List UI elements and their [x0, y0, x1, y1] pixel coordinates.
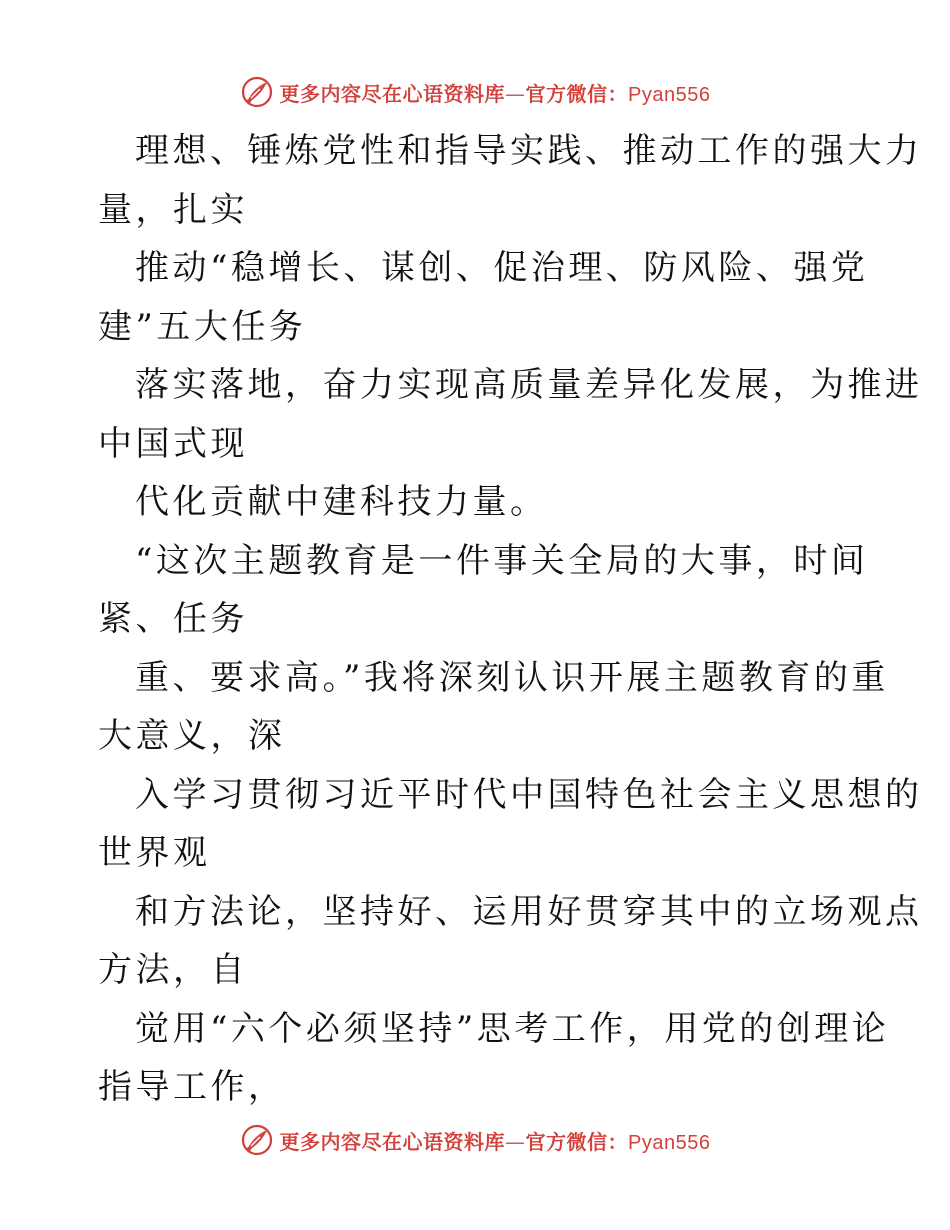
banner-text — [280, 78, 711, 107]
banner-text — [280, 1126, 711, 1155]
footer-banner — [0, 1120, 950, 1160]
text-line: 中国式现 — [98, 423, 248, 464]
text-line: 世界观 — [98, 833, 211, 873]
banner-wechat-id: Pyan556 — [628, 83, 711, 106]
pen-nib-icon — [240, 1123, 274, 1157]
text-line: 量，扎实 — [98, 189, 248, 230]
text-line: 入学习贯彻习近平时代中国特色社会主义思想的 — [135, 774, 923, 815]
text-line: 觉用“六个必须坚持”思考工作，用党的创理论 — [135, 1008, 890, 1049]
banner-main-text: 更多内容尽在心语资料库 — [279, 81, 506, 106]
banner-separator: — — [505, 1129, 526, 1154]
text-line: 指导工作， — [98, 1067, 286, 1107]
banner-wechat-id: Pyan556 — [628, 1131, 711, 1154]
text-line: 推动“稳增长、谋创、促治理、防风险、强党 — [135, 248, 869, 288]
banner-suffix: 官方微信： — [525, 81, 629, 106]
text-line: “这次主题教育是一件事关全局的大事，时间 — [135, 540, 869, 581]
text-line: 大意义，深 — [98, 716, 286, 756]
text-line: 和方法论，坚持好、运用好贯穿其中的立场观点 — [135, 891, 923, 932]
text-line: 代化贡献中建科技力量。 — [135, 482, 548, 522]
text-line: 重、要求高。”我将深刻认识开展主题教育的重 — [135, 657, 889, 698]
pen-nib-icon — [240, 75, 274, 109]
text-line: 方法，自 — [98, 950, 248, 990]
text-line: 建”五大任务 — [98, 306, 307, 347]
banner-separator: — — [505, 81, 526, 106]
banner-main-text: 更多内容尽在心语资料库 — [279, 1129, 506, 1154]
banner-suffix: 官方微信： — [525, 1129, 629, 1154]
body-text — [98, 122, 923, 1117]
text-line: 紧、任务 — [98, 599, 248, 639]
text-line: 理想、锤炼党性和指导实践、推动工作的强大力 — [135, 131, 923, 171]
text-line: 落实落地，奋力实现高质量差异化发展，为推进 — [135, 365, 923, 405]
header-banner — [0, 72, 950, 112]
